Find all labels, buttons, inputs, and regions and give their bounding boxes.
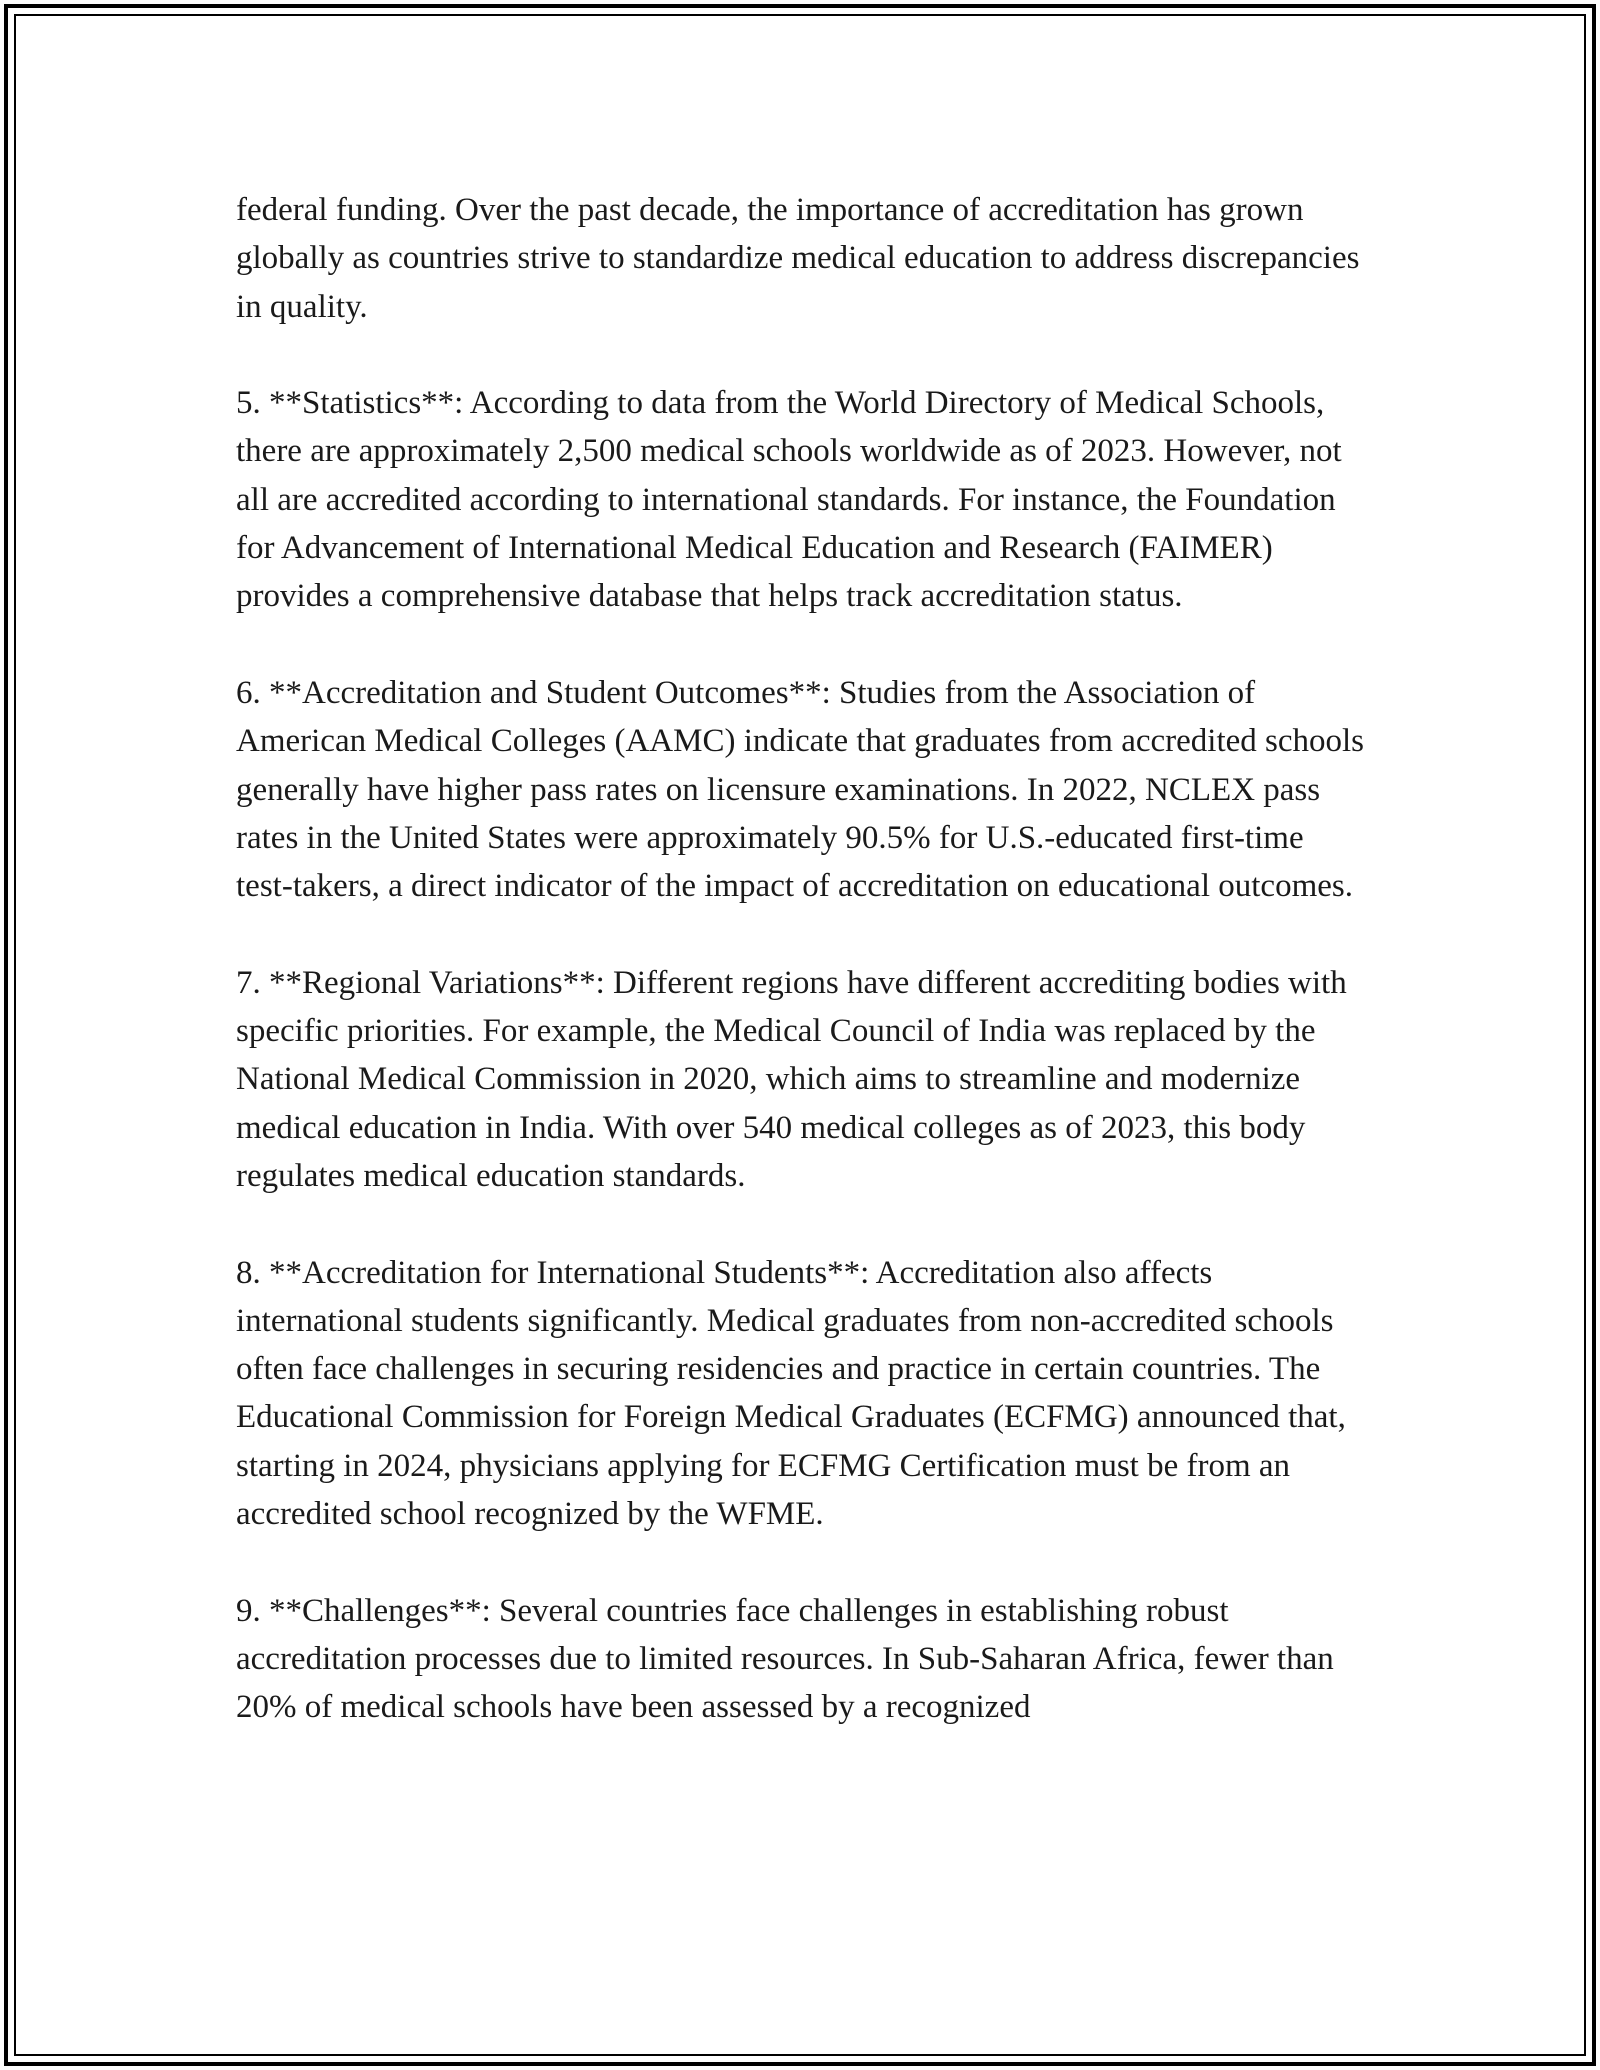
document-body (236, 186, 1366, 1732)
paragraph-international-students: 8. **Accreditation for International Students**: Accreditation also affects international students significantly. Medical graduates from non-accredited schools often face challenges in securing residencies and practice in certain countries. The Educational Commission for Foreign Medical Graduates (ECFMG) announced that, starting in 2024, physicians applying for ECFMG Certification must be from an accredited school recognized by the WFME. (236, 1254, 1346, 1533)
paragraph-funding-continuation: federal funding. Over the past decade, the importance of accreditation has grown globally as countries strive to standardize medical education to address discrepancies in quality. (236, 192, 1360, 325)
paragraph-student-outcomes: 6. **Accreditation and Student Outcomes**: Studies from the Association of American Medical Colleges (AAMC) indicate that graduates from accredited schools generally have higher pass rates on licensure examinations. In 2022, NCLEX pass rates in the United States were approximately 90.5% for U.S.-educated first-time test-takers, a direct indicator of the impact of accreditation on educational outcomes. (236, 674, 1365, 905)
paragraph-regional-variations: 7. **Regional Variations**: Different regions have different accrediting bodies with specific priorities. For example, the Medical Council of India was replaced by the National Medical Commission in 2020, which aims to streamline and modernize medical education in India. With over 540 medical colleges as of 2023, this body regulates medical education standards. (236, 964, 1347, 1194)
paragraph-statistics: 5. **Statistics**: According to data from the World Directory of Medical Schools, there are approximately 2,500 medical schools worldwide as of 2023. However, not all are accredited according to international standards. For instance, the Foundation for Advancement of International Medical Education and Research (FAIMER) provides a comprehensive database that helps track accreditation status. (236, 385, 1342, 615)
paragraph-challenges: 9. **Challenges**: Several countries face challenges in establishing robust accreditation processes due to limited resources. In Sub-Saharan Africa, fewer than 20% of medical schools have been assessed by a recognized (236, 1592, 1334, 1726)
